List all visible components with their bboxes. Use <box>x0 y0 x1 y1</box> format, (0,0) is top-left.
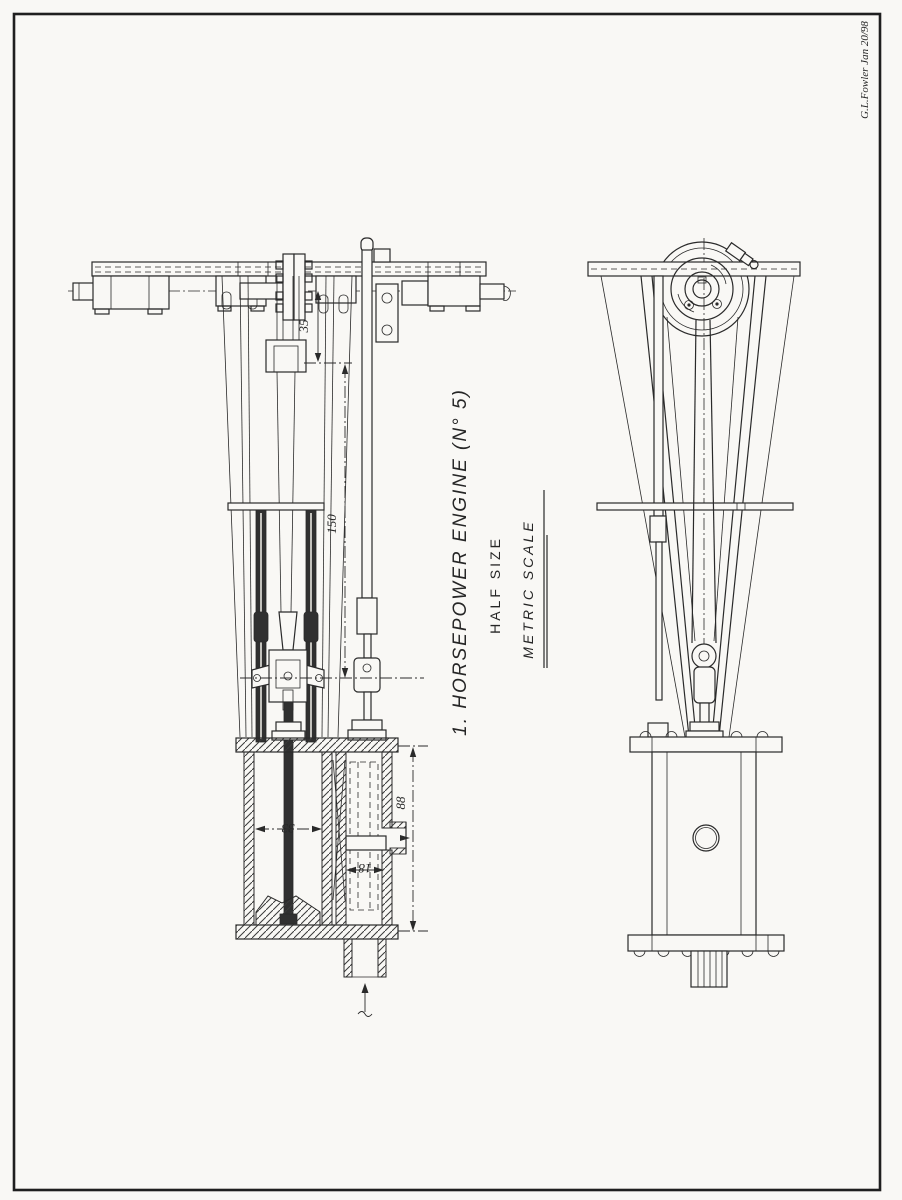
dimension-33 <box>255 821 322 836</box>
dimension-88 <box>393 746 428 931</box>
exhaust-stub <box>344 939 386 977</box>
guide-tie-bar <box>228 503 324 510</box>
guide-tie-bar-front <box>597 503 793 510</box>
bearing-pedestal <box>316 276 356 313</box>
dim-label-88: 88 <box>393 796 408 810</box>
signature-block <box>859 21 871 119</box>
shaft-end-right <box>480 284 510 301</box>
title-block <box>450 388 547 736</box>
dim-label-150: 150 <box>324 514 339 534</box>
drawing-title: 1. HORSEPOWER ENGINE (N° 5) <box>450 388 471 736</box>
signature-text: G.L.Fowler Jan 20/98 <box>859 21 871 119</box>
drawing-scale-note: METRIC SCALE <box>520 519 536 659</box>
dim-label-18: 18 <box>358 861 372 876</box>
front-elevation-view <box>588 238 800 987</box>
piston-rod <box>272 702 305 922</box>
flow-direction-arrow <box>358 983 372 1017</box>
exhaust-pipe-front <box>691 951 727 987</box>
bearing-pedestal <box>402 276 480 311</box>
valve-eccentric-rod <box>348 238 398 740</box>
drawing-subtitle: HALF SIZE <box>487 536 503 634</box>
dimension-18 <box>346 861 384 876</box>
cylinder-body-front <box>652 752 756 935</box>
pulley-block <box>93 276 169 314</box>
valve-chest-section <box>336 752 406 925</box>
side-elevation-view <box>68 238 516 1017</box>
dim-label-35: 35 <box>296 319 311 333</box>
shaft-end-left <box>73 283 94 300</box>
border-frame <box>14 14 880 1190</box>
dim-label-33: 33 <box>281 821 295 836</box>
